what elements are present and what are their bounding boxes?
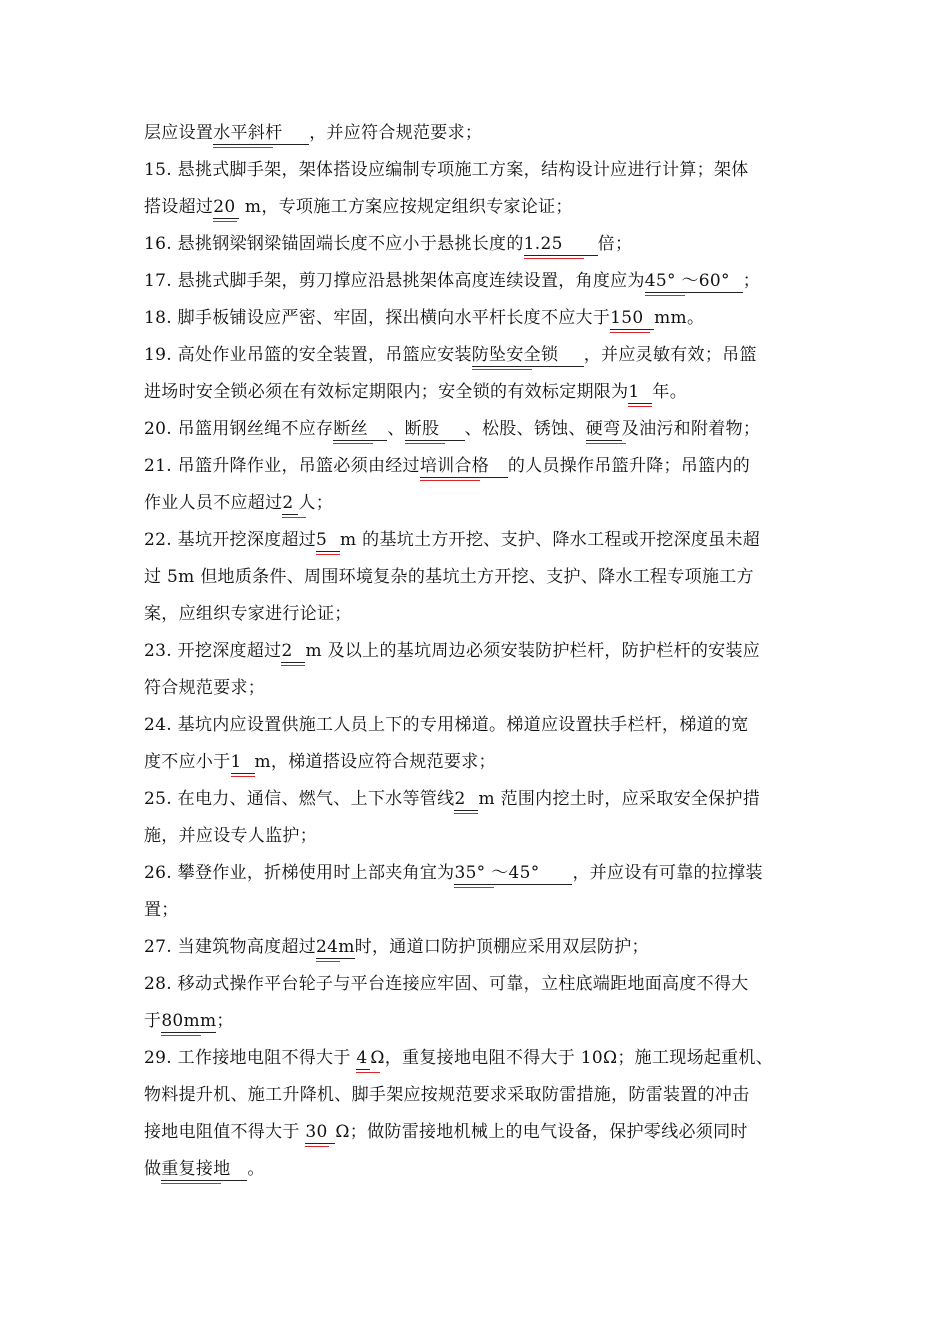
text-line bbox=[144, 374, 824, 411]
text-line bbox=[144, 115, 824, 152]
text-line bbox=[144, 448, 824, 485]
fill-in-blank-answer: 30 bbox=[305, 1121, 335, 1144]
text-segment: 时，通道口防护顶棚应采用双层防护； bbox=[354, 937, 649, 957]
text-segment: 。 bbox=[247, 1159, 265, 1179]
fill-in-blank-answer: 断股 bbox=[405, 418, 465, 441]
text-segment: 层应设置 bbox=[144, 123, 214, 143]
text-line bbox=[144, 1040, 824, 1077]
text-line bbox=[144, 596, 824, 633]
fill-in-blank-answer: 4 bbox=[356, 1047, 370, 1070]
fill-in-blank-answer: 防坠安全锁 bbox=[472, 344, 584, 367]
text-segment: m，梯道搭设应符合规范要求； bbox=[254, 752, 496, 772]
text-segment: 案，应组织专家进行论证； bbox=[144, 604, 352, 624]
text-line bbox=[144, 411, 824, 448]
text-line bbox=[144, 300, 824, 337]
text-segment: 施，并应设专人监护； bbox=[144, 826, 317, 846]
text-segment: 24. 基坑内应设置供施工人员上下的专用梯道。梯道应设置扶手栏杆，梯道的宽 bbox=[144, 715, 749, 735]
text-segment: 搭设超过 bbox=[144, 197, 214, 217]
document-body bbox=[144, 115, 824, 1188]
text-line bbox=[144, 226, 824, 263]
text-segment: m，专项施工方案应按规定组织专家论证； bbox=[239, 197, 573, 217]
fill-in-blank-answer: 1 bbox=[628, 381, 652, 404]
fill-in-blank-answer: 80mm bbox=[161, 1011, 217, 1031]
text-segment: 29. 工作接地电阻不得大于 bbox=[144, 1048, 357, 1068]
text-segment: 倍； bbox=[597, 234, 633, 254]
fill-in-blank-answer: 1 bbox=[231, 751, 255, 774]
text-segment: 21. 吊篮升降作业，吊篮必须由经过 bbox=[144, 456, 420, 476]
text-segment: 的人员操作吊篮升降；吊篮内的 bbox=[507, 456, 751, 476]
text-line bbox=[144, 337, 824, 374]
fill-in-blank-answer: 1.25 bbox=[524, 233, 598, 256]
text-segment: 过 5m 但地质条件、周围环境复杂的基坑土方开挖、支护、降水工程专项施工方 bbox=[144, 567, 754, 587]
fill-in-blank-answer: 35° ～45° bbox=[454, 862, 572, 885]
text-segment: 22. 基坑开挖深度超过 bbox=[144, 530, 317, 550]
text-segment: Ω；做防雷接地机械上的电气设备，保护零线必须同时 bbox=[335, 1122, 748, 1142]
text-segment: 进场时安全锁必须在有效标定期限内；安全锁的有效标定期限为 bbox=[144, 382, 629, 402]
text-line bbox=[144, 707, 824, 744]
text-segment: 、 bbox=[387, 419, 405, 439]
text-line bbox=[144, 485, 824, 522]
text-line bbox=[144, 1077, 824, 1114]
text-segment: 年。 bbox=[652, 382, 688, 402]
text-segment: 16. 悬挑钢梁钢梁锚固端长度不应小于悬挑长度的 bbox=[144, 234, 524, 254]
text-segment: 于 bbox=[144, 1011, 162, 1031]
text-line bbox=[144, 633, 824, 670]
text-line bbox=[144, 966, 824, 1003]
text-line bbox=[144, 892, 824, 929]
text-segment: 18. 脚手板铺设应严密、牢固，探出横向水平杆长度不应大于 bbox=[144, 308, 611, 328]
text-segment: 26. 攀登作业，折梯使用时上部夹角宜为 bbox=[144, 863, 455, 883]
text-segment: 度不应小于 bbox=[144, 752, 231, 772]
text-segment: ，并应设有可靠的拉撑装 bbox=[572, 863, 763, 883]
text-segment: 17. 悬挑式脚手架，剪刀撑应沿悬挑架体高度连续设置，角度应为 bbox=[144, 271, 645, 291]
text-segment: 人； bbox=[298, 493, 334, 513]
text-segment: ，并应灵敏有效；吊篮 bbox=[583, 345, 757, 365]
fill-in-blank-answer: 150 bbox=[610, 307, 654, 330]
fill-in-blank-answer: 5 bbox=[316, 529, 340, 552]
text-segment: ，并应符合规范要求； bbox=[309, 123, 483, 143]
text-segment: 、松股、锈蚀、 bbox=[464, 419, 586, 439]
text-segment: 接地电阻值不得大于 bbox=[144, 1122, 306, 1142]
text-line bbox=[144, 1151, 824, 1188]
text-segment: 19. 高处作业吊篮的安全装置，吊篮应安装 bbox=[144, 345, 472, 365]
fill-in-blank-answer: 2 bbox=[281, 640, 305, 663]
fill-in-blank-answer: 培训合格 bbox=[420, 455, 508, 478]
text-segment: ； bbox=[216, 1011, 234, 1031]
text-line bbox=[144, 929, 824, 966]
text-segment: m 范围内挖土时，应采取安全保护措 bbox=[478, 789, 761, 809]
text-segment: m 及以上的基坑周边必须安装防护栏杆，防护栏杆的安装应 bbox=[305, 641, 761, 661]
fill-in-blank-answer: 水平斜杆 bbox=[213, 122, 309, 145]
fill-in-blank-answer: 24m bbox=[316, 937, 355, 957]
text-segment: 20. 吊篮用钢丝绳不应存 bbox=[144, 419, 334, 439]
text-segment: 25. 在电力、通信、燃气、上下水等管线 bbox=[144, 789, 455, 809]
text-line bbox=[144, 1114, 824, 1151]
text-segment: 及油污和附着物； bbox=[621, 419, 761, 439]
fill-in-blank-answer: 45° ～60° bbox=[645, 270, 743, 293]
text-segment: 做 bbox=[144, 1159, 162, 1179]
fill-in-blank-answer: 2 bbox=[282, 492, 298, 515]
fill-in-blank-answer: 断丝 bbox=[333, 418, 387, 441]
text-segment: 28. 移动式操作平台轮子与平台连接应牢固、可靠，立柱底端距地面高度不得大 bbox=[144, 974, 749, 994]
text-segment: Ω，重复接地电阻不得大于 10Ω；施工现场起重机、 bbox=[370, 1048, 774, 1068]
text-line bbox=[144, 189, 824, 226]
text-line bbox=[144, 559, 824, 596]
text-line bbox=[144, 670, 824, 707]
text-segment: mm。 bbox=[654, 308, 705, 328]
text-segment: 物料提升机、施工升降机、脚手架应按规范要求采取防雷措施，防雷装置的冲击 bbox=[144, 1085, 750, 1105]
text-line bbox=[144, 818, 824, 855]
text-line bbox=[144, 522, 824, 559]
text-line bbox=[144, 1003, 824, 1040]
text-segment: 置； bbox=[144, 900, 179, 920]
text-line bbox=[144, 744, 824, 781]
text-segment: 23. 开挖深度超过 bbox=[144, 641, 282, 661]
fill-in-blank-answer: 2 bbox=[454, 788, 478, 811]
text-segment: 作业人员不应超过 bbox=[144, 493, 283, 513]
text-segment: m 的基坑土方开挖、支护、降水工程或开挖深度虽未超 bbox=[340, 530, 761, 550]
fill-in-blank-answer: 硬弯 bbox=[585, 419, 621, 439]
text-segment: 15. 悬挑式脚手架，架体搭设应编制专项施工方案，结构设计应进行计算；架体 bbox=[144, 160, 749, 180]
text-line bbox=[144, 263, 824, 300]
text-segment: 27. 当建筑物高度超过 bbox=[144, 937, 317, 957]
fill-in-blank-answer: 20 bbox=[213, 196, 239, 219]
text-segment: ； bbox=[742, 271, 761, 291]
text-segment: 符合规范要求； bbox=[144, 678, 266, 698]
text-line bbox=[144, 855, 824, 892]
text-line bbox=[144, 781, 824, 818]
fill-in-blank-answer: 重复接地 bbox=[161, 1158, 247, 1181]
text-line bbox=[144, 152, 824, 189]
